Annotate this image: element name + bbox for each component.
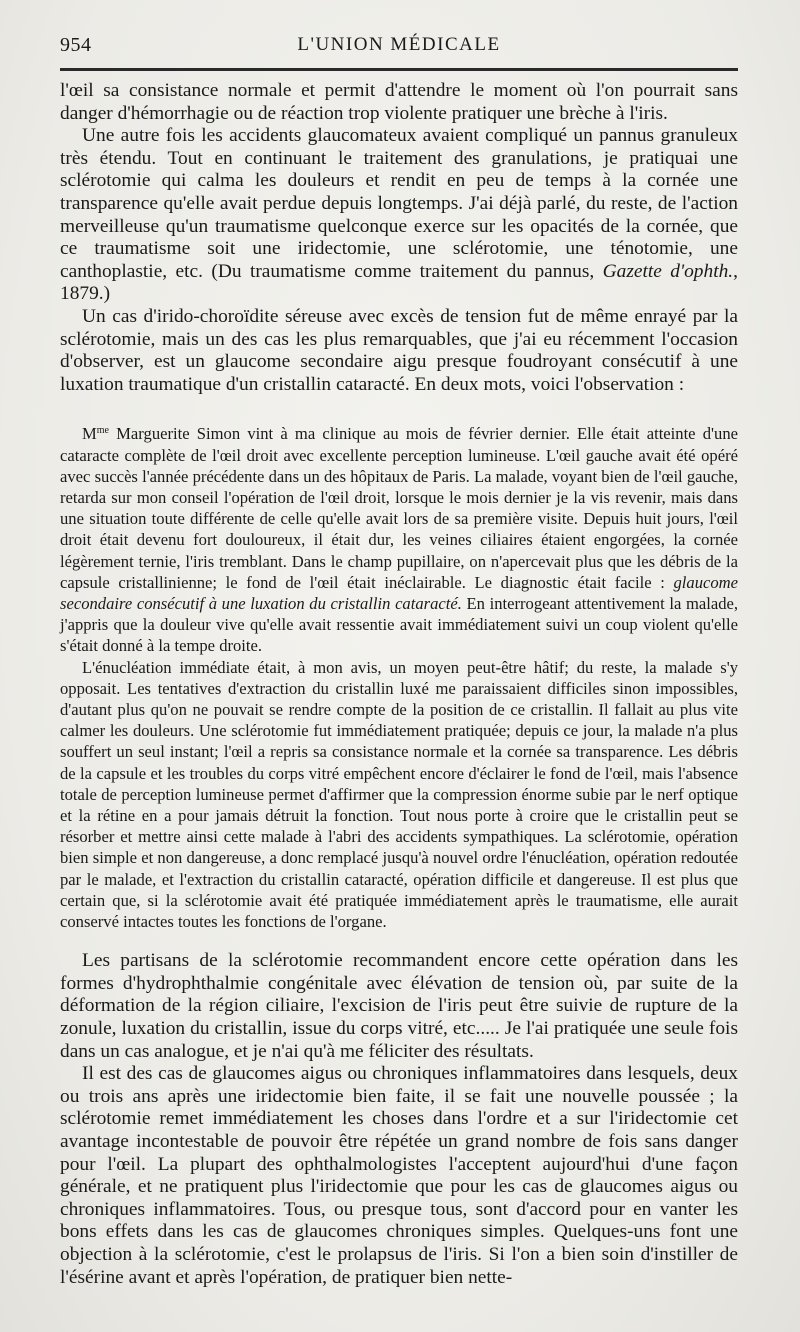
page-header [60,34,738,60]
superscript: me [96,425,109,437]
paragraph-pannus [60,125,738,306]
paragraph-continuation: l'œil sa consistance normale et permit d'attendre le moment où l'on pourrait sans danger d'hémorrhagie ou de réaction trop violente pratiquer une brèche à l'iris. [60,80,738,124]
spacer [60,932,738,950]
observation-text: Marguerite Simon vint à ma clinique au mois de février dernier. Elle était atteinte d'une cataracte complète de l'œil droit avec excellente perception lumineuse. L'œil gauche avait été opéré avec succès l'année précédente dans un des hôpitaux de Paris. La malade, voyant bien de l'œil gauche, retarda sur mon conseil l'opération de l'œil droit, lorsque le mois dernier je la vis revenir, mais dans une situation toute différente de celle qu'elle avait lors de sa première visite. Depuis huit jours, l'œil droit était devenu fort douloureux, il était dur, les veines ciliaires étaient engorgées, la cornée légèrement ternie, l'iris tremblant. Dans le champ pupillaire, on n'apercevait plus que les débris de la capsule cristallinienne; le fond de l'œil était inéclairable. Le diagnostic était facile : [60,424,738,592]
observation-paragraph-1 [60,420,738,656]
paragraph-text: , 1879.) [60,260,738,305]
observation-text: M [82,424,97,444]
header-rule [60,68,738,71]
citation-journal: Gazette d'ophth. [602,260,734,282]
spacer [60,396,738,420]
paragraph-irido-choroidite: Un cas d'irido-choroïdite séreuse avec excès de tension fut de même enrayé par la sclérotomie, mais un des cas les plus remarquables, que j'ai eu récemment l'occasion d'observer, est un glaucome secondaire aigu presque foudroyant consécutif à une luxation traumatique d'un cristallin cataracté. En deux mots, voici l'observation : [60,305,738,395]
paragraph-glaucomes: Il est des cas de glaucomes aigus ou chroniques inflammatoires dans lesquels, deux ou trois ans après une iridectomie bien faite, il se fait une nouvelle poussée ; la sclérotomie remet immédiatement les choses dans l'ordre et a sur l'iridectomie cet avantage incontestable de pouvoir être répétée un grand nombre de fois sans danger pour l'œil. La plupart des ophthalmologistes l'acceptent aujourd'hui d'une façon générale, et ne pratiquent plus l'iridectomie que pour les cas de glaucomes aigus ou chroniques inflammatoires. Tous, ou presque tous, sont d'accord pour en vanter les bons effets dans les cas de glaucomes chroniques simples. Quelques-uns font une objection à la sclérotomie, c'est le prolapsus de l'iris. Si l'on a bien soin d'instiller de l'ésérine avant et après l'opération, de pratiquer bien nette- [60,1063,738,1288]
observation-text: En interrogeant attentivement la malade, j'appris que la douleur vive qu'elle avait ressentie avait immédiatement suivi un coup violent qu'elle s'était donné à la tempe droite. [60,593,739,656]
observation-paragraph-2: L'énucléation immédiate était, à mon avis, un moyen peut-être hâtif; du reste, la malade s'y opposait. Les tentatives d'extraction du cristallin luxé me paraissaient difficiles sinon impossibles, d'autant plus qu'on ne pouvait se rendre compte de la position de ce cristallin. Il fallait au plus vite calmer les douleurs. Une sclérotomie fut immédiatement pratiquée; depuis ce jour, la malade n'a plus souffert un seul instant; l'œil a repris sa consistance normale et la cornée sa transparence. Les débris de la capsule et les troubles du corps vitré empêchent encore d'éclairer le fond de l'œil, mais l'absence totale de perception lumineuse permet d'affirmer que la compression énorme subie par le nerf optique et la rétine en a pour jamais détruit la fonction. Tout nous porte à croire que le cristallin peut se résorber et mettre ainsi cette malade à l'abri des accidents sympathiques. La sclérotomie, opération bien simple et non dangereuse, a donc remplacé jusqu'à nouvel ordre l'énucléation, opération redoutée par le malade, et l'extraction du cristallin cataracté, opération difficile et dangereuse. Il est plus que certain que, si la sclérotomie avait été pratiquée immédiatement après le traumatisme, elle aurait conservé intactes toutes les fonctions de l'organe. [60,657,738,931]
article-body [60,80,738,1289]
paragraph-text: Une autre fois les accidents glaucomateux avaient compliqué un pannus granuleux très étendu. Tout en continuant le traitement des granulations, je pratiquai une sclérotomie qui calma les douleurs et rendit en peu de temps à la cornée une transparence qu'elle avait perdue depuis longtemps. J'ai déjà parlé, du reste, de l'action merveilleuse qu'un traumatisme quelconque exerce sur les opacités de la cornée, que ce traumatisme soit une iridectomie, une sclérotomie, une ténotomie, une canthoplastie, etc. (Du traumatisme comme traitement du pannus, [60,125,738,282]
page-number: 954 [60,34,92,56]
running-title: L'UNION MÉDICALE [297,34,501,55]
diagnosis-italic: glaucome secondaire consécutif à une luxation du cristallin cataracté. [60,572,738,613]
paragraph-hydrophthalmie: Les partisans de la sclérotomie recommandent encore cette opération dans les formes d'hydrophthalmie congénitale avec élévation de tension où, par suite de la déformation de la région ciliaire, l'excision de l'iris peut être suivie de rupture de la zonule, luxation du cristallin, issue du corps vitré, etc..... Je l'ai pratiquée une seule fois dans un cas analogue, et je n'ai qu'à me féliciter des résultats. [60,950,738,1062]
